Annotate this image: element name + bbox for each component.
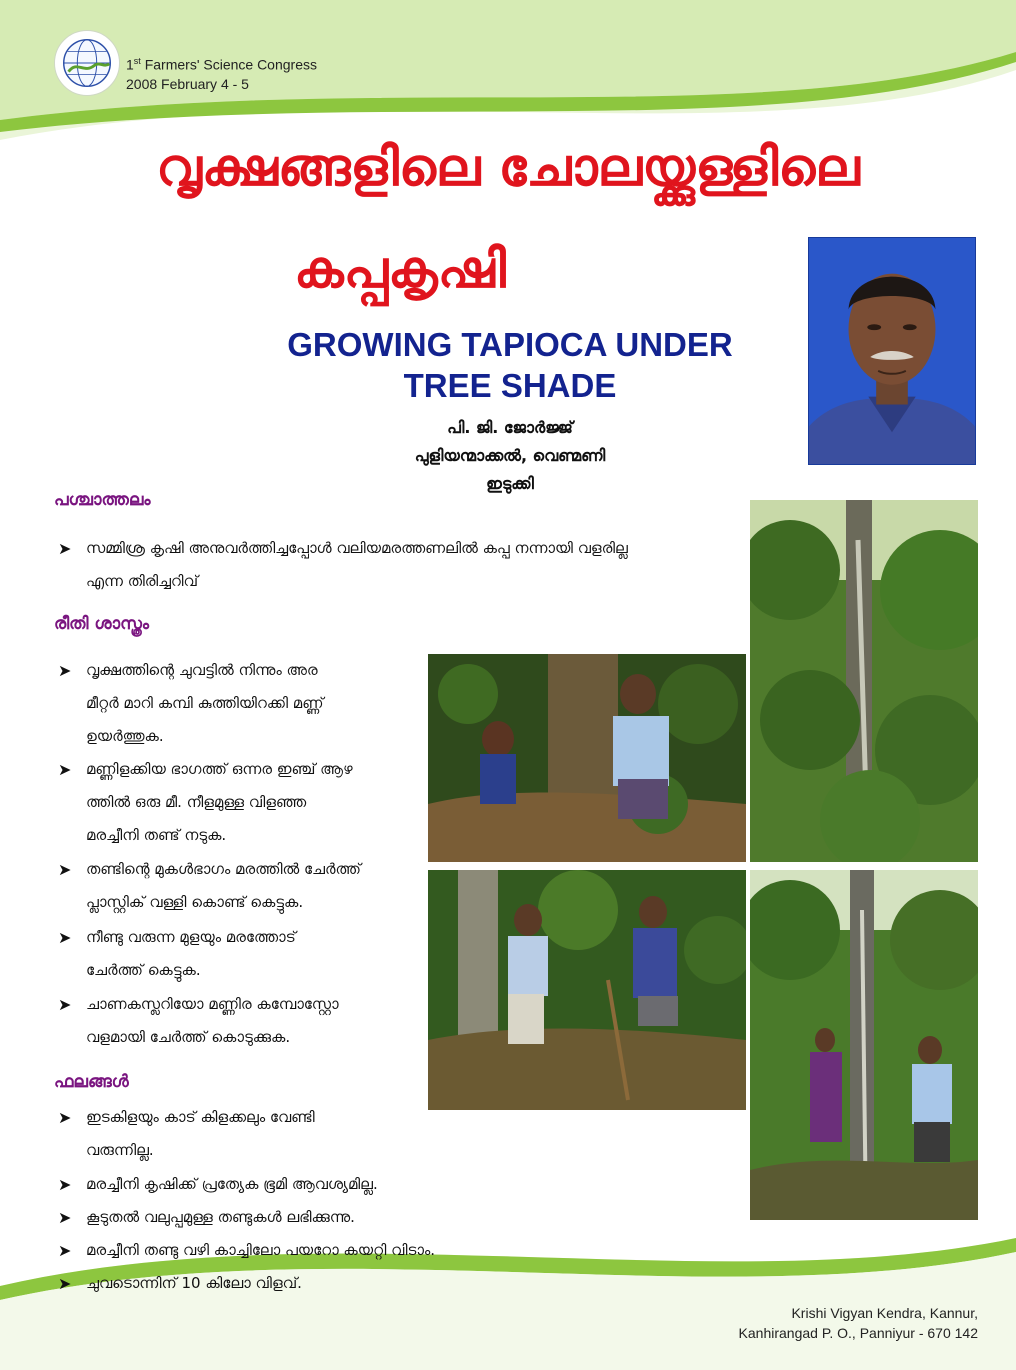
congress-name: 1st Farmers' Science Congress: [126, 56, 317, 73]
author-address: പുളിയന്മാക്കൽ, വെണ്മണി: [414, 446, 606, 465]
photo-digging: [428, 870, 746, 1110]
footer-line1: Krishi Vigyan Kendra, Kannur,: [791, 1305, 978, 1321]
bullet-arrow-icon: ➤: [58, 928, 72, 947]
author-block: [330, 414, 690, 498]
bullet-arrow-icon: ➤: [58, 661, 72, 680]
title-english-line1: GROWING TAPIOCA UNDER: [287, 326, 733, 363]
list-item: ➤ ചാണകസ്ലറിയോ മണ്ണിര കമ്പോസ്റ്റോ വളമായി ചേർത്ത് കൊടുക്കുക.: [58, 988, 418, 1054]
bullet-arrow-icon: ➤: [58, 1175, 72, 1194]
congress-info: [126, 52, 317, 94]
bullet-arrow-icon: ➤: [58, 1208, 72, 1227]
bullet-arrow-icon: ➤: [58, 860, 72, 879]
bullet-arrow-icon: ➤: [58, 1108, 72, 1127]
bullet-arrow-icon: ➤: [58, 1241, 72, 1260]
list-item: ➤ മണ്ണിളക്കിയ ഭാഗത്ത് ഒന്നര ഇഞ്ച് ആഴ ത്തിൽ ഒരു മീ. നീളമുള്ള വിളഞ്ഞ മരച്ചീനി തണ്ട് നടുക.: [58, 753, 418, 852]
photo-tapioca-on-tree: [750, 500, 978, 862]
list-item: ➤ മരച്ചീനി കൃഷിക്ക് പ്രത്യേക ഭൂമി ആവശ്യമില്ല.: [58, 1168, 518, 1201]
list-item: ➤ മരച്ചീനി തണ്ടു വഴി കാച്ചിലോ പയറോ കയറ്റി വിടാം.: [58, 1234, 548, 1267]
list-item: ➤ ചുവടൊന്നിന് 10 കിലോ വിളവ്.: [58, 1267, 458, 1300]
congress-date: 2008 February 4 - 5: [126, 75, 249, 92]
author-name: പി. ജി. ജോർജ്ജ്: [447, 418, 573, 437]
list-item: ➤ തണ്ടിന്റെ മുകൾഭാഗം മരത്തിൽ ചേർത്ത് പ്ലാസ്റ്റിക് വള്ളി കൊണ്ട് കെട്ടുക.: [58, 853, 428, 919]
congress-logo: [54, 30, 120, 96]
heading-results: ഫലങ്ങൾ: [54, 1072, 129, 1092]
footer-address: [739, 1303, 978, 1343]
globe-icon: [55, 31, 119, 95]
list-item: ➤ കൂടുതൽ വലുപ്പമുള്ള തണ്ടുകൾ ലഭിക്കുന്നു.: [58, 1201, 518, 1234]
bullet-arrow-icon: ➤: [58, 760, 72, 779]
bullet-arrow-icon: ➤: [58, 539, 72, 558]
list-item: ➤ ഇടകിളയും കാട് കിളക്കലും വേണ്ടി വരുന്നില്ല.: [58, 1101, 418, 1167]
heading-background: പശ്ചാത്തലം: [54, 490, 151, 510]
list-item: ➤ വൃക്ഷത്തിന്റെ ചുവട്ടിൽ നിന്നും അര മീറ്റർ മാറി കമ്പി കുത്തിയിറക്കി മണ്ണ് ഉയർത്തുക.: [58, 654, 418, 753]
title-malayalam-line1: വൃക്ഷങ്ങളിലെ ചോലയ്ക്കുള്ളിലെ: [156, 138, 860, 198]
list-item: ➤ സമ്മിശ്ര കൃഷി അനുവർത്തിച്ചപ്പോൾ വലിയമരത്തണലിൽ കപ്പ നന്നായി വളരില്ല എന്ന തിരിച്ചറിവ്: [58, 532, 738, 598]
bullet-arrow-icon: ➤: [58, 1274, 72, 1293]
title-english-line2: TREE SHADE: [403, 367, 617, 404]
title-malayalam-line2: കപ്പകൃഷി: [294, 240, 506, 300]
author-district: ഇടുക്കി: [486, 474, 534, 493]
footer-line2: Kanhirangad P. O., Panniyur - 670 142: [738, 1325, 978, 1341]
bullet-arrow-icon: ➤: [58, 995, 72, 1014]
farmer-portrait: [808, 237, 976, 465]
list-item: ➤ നീണ്ടു വരുന്ന മുളയും മരത്തോട് ചേർത്ത് കെട്ടുക.: [58, 921, 418, 987]
photo-farmers-with-tree: [750, 870, 978, 1220]
heading-method: രീതി ശാസ്ത്രം: [54, 614, 149, 634]
photo-planting: [428, 654, 746, 862]
